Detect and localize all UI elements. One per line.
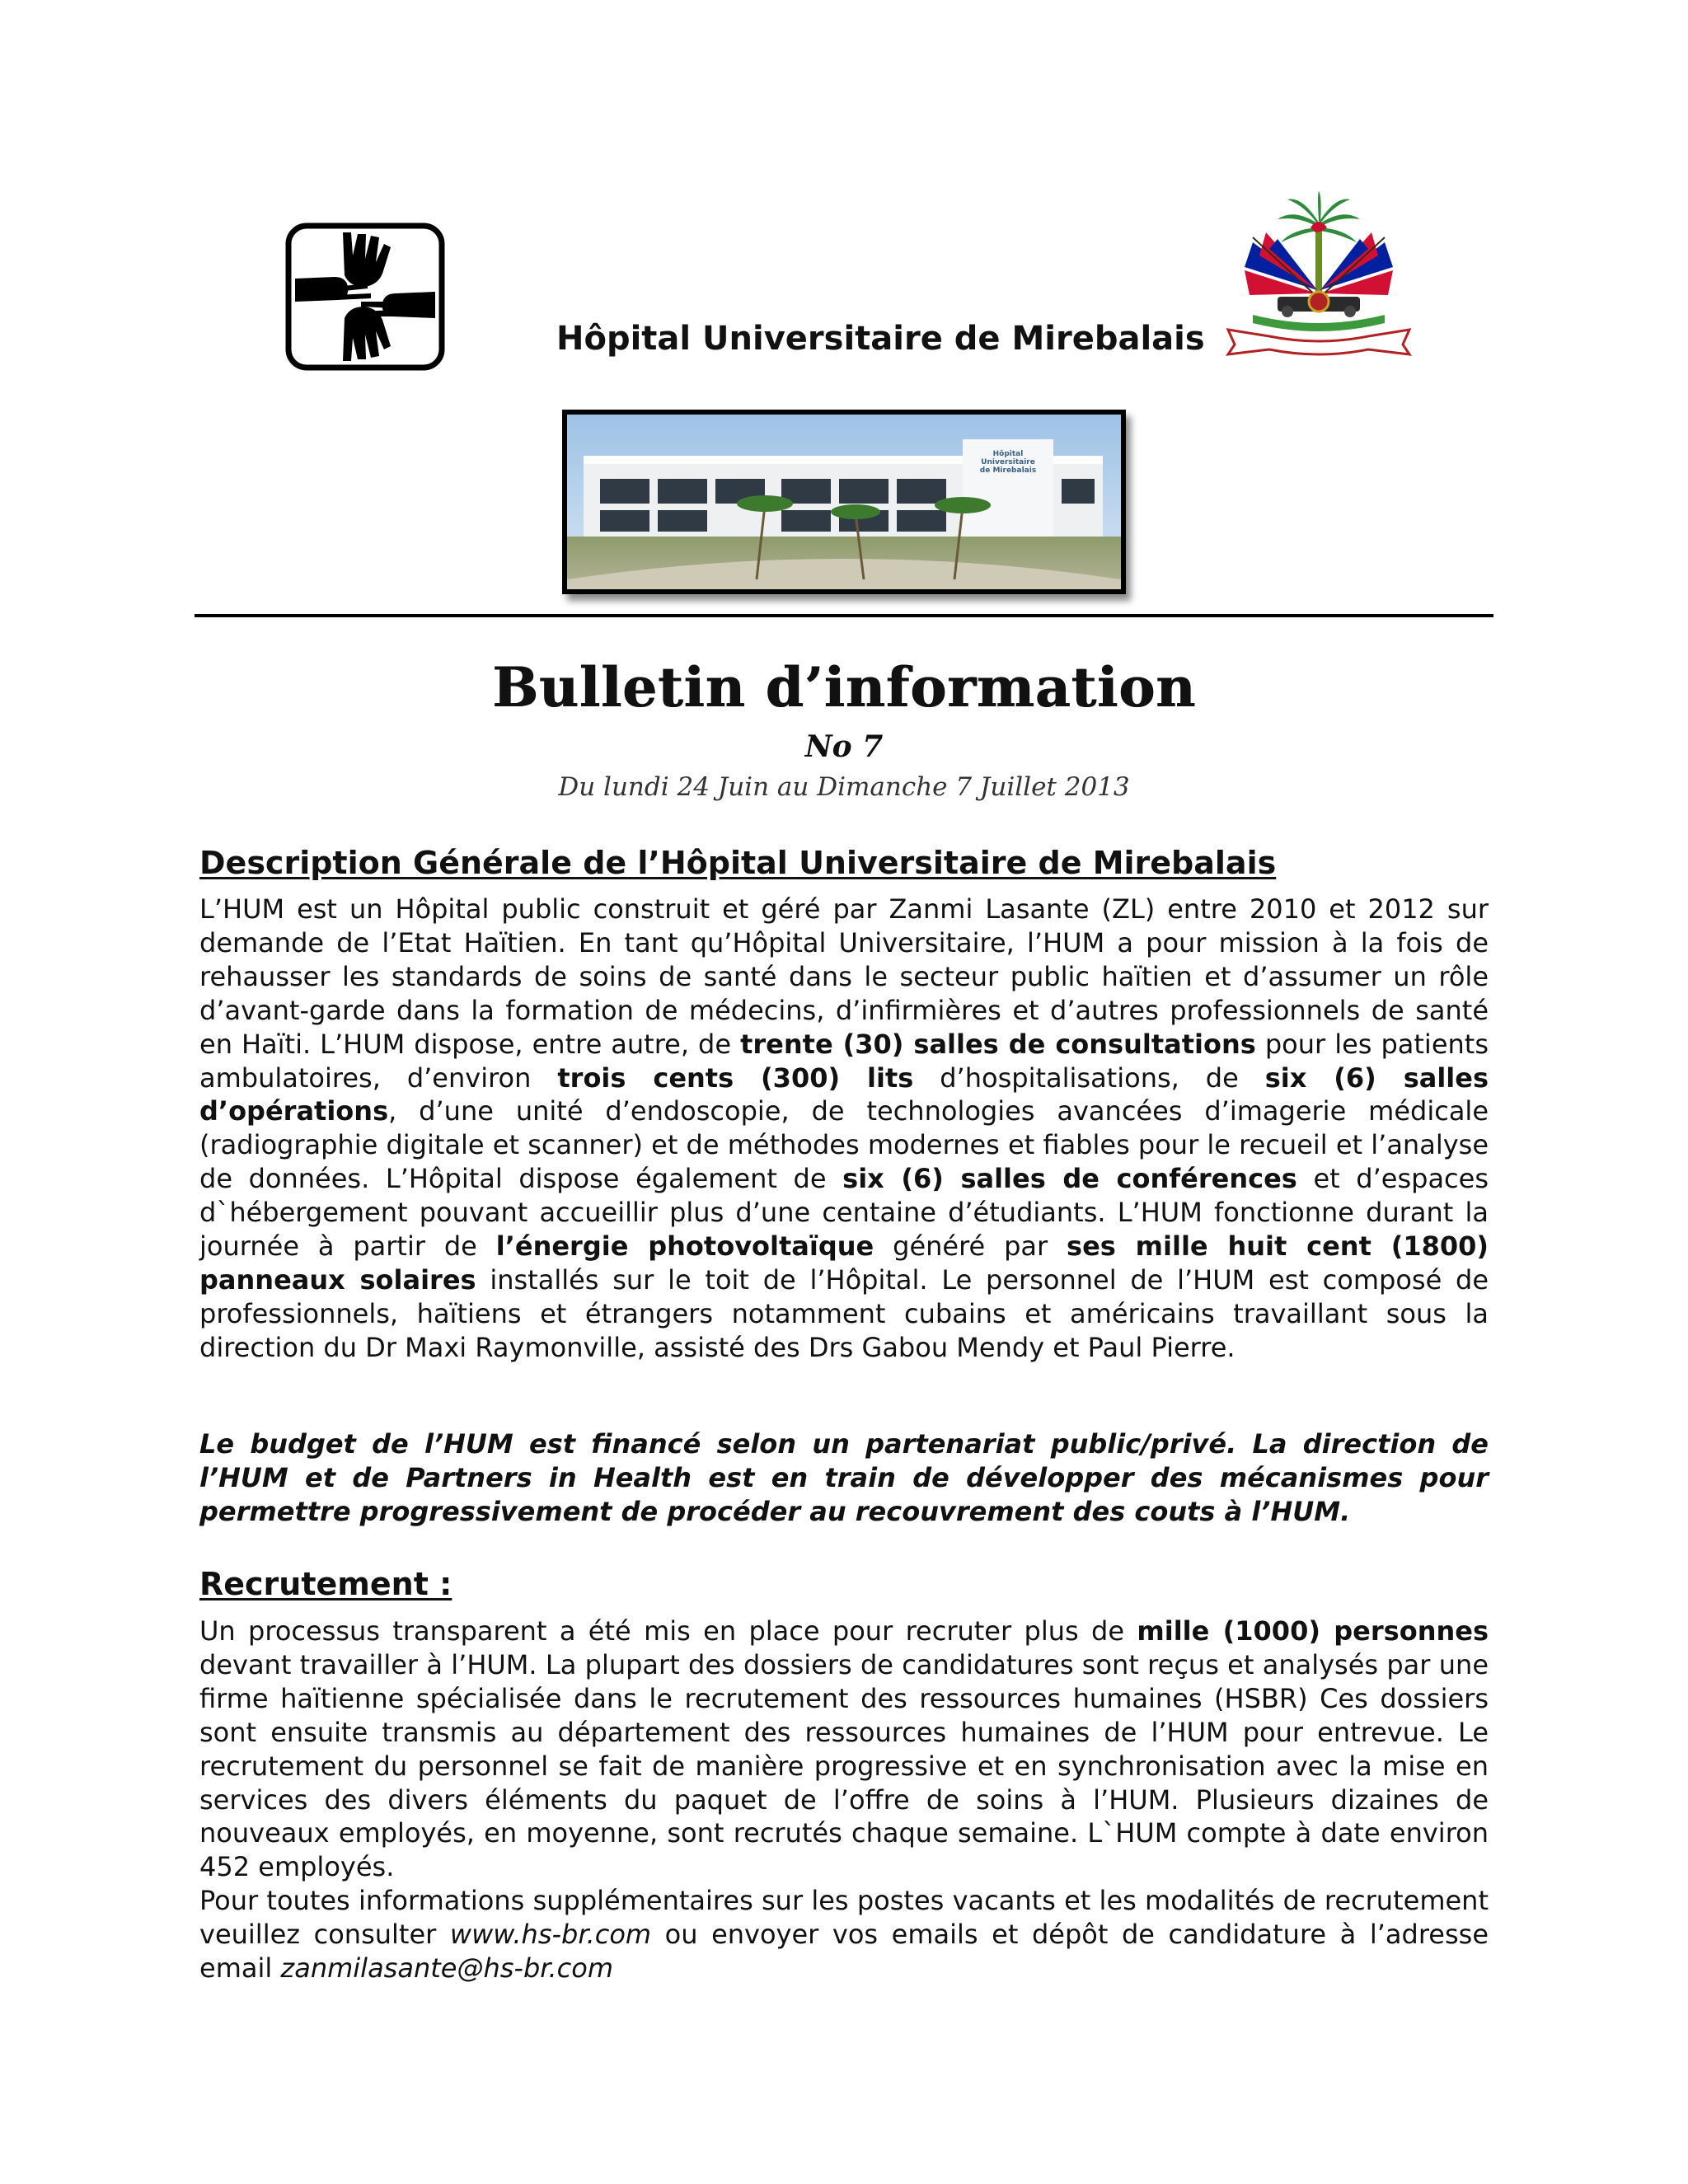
text-run: généré par (874, 1230, 1067, 1263)
bulletin-title: Bulletin d’information (492, 655, 1196, 719)
text-run: devant travailler à l’HUM. La plupart des dossiers de candidatures sont reçus et analysés par une firme haïtienne spécialisée dans le recrutement des ressources humaines (HSBR) Ces dossiers sont ensuite transmis au département des ressources humaines de l’HUM pour entrevue. Le recrutement du personnel se fait de manière progressive et en synchronisation avec la mise en services des divers éléments du paquet de l’offre de soins à l’HUM. Plusieurs dizaines de nouveaux employés, en moyenne, sont recrutés chaque semaine. L`HUM compte à date environ 452 employés. (199, 1648, 1489, 1883)
link-text: zanmilasante@hs-br.com (280, 1952, 614, 1984)
header-divider (195, 614, 1493, 617)
coat-of-arms-emblem (1220, 191, 1418, 364)
text-run: Un processus transparent a été mis en place pour recruter plus de (199, 1615, 1137, 1647)
text-run: d’hospitalisations, de (913, 1062, 1265, 1094)
bold-text: six (6) salles de conférences (842, 1163, 1297, 1195)
section-heading-description: Description Générale de l’Hôpital Universitaire de Mirebalais (199, 845, 1277, 881)
link-text: www.hs-br.com (449, 1918, 652, 1950)
section-heading-recruitment: Recrutement : (199, 1566, 452, 1602)
text-run: , d’une unité d’endoscopie, de technologies avancées d’imagerie médicale (radiographie digitale et scanner) et de méthodes modernes et fiables pour le recueil et l’analyse de données. L’Hôpital dispose également de (199, 1095, 1489, 1195)
bold-text: mille (1000) personnes (1137, 1615, 1489, 1647)
photo-sign-line-1: Hôpital (992, 450, 1024, 458)
photo-sign-line-3: de Mirebalais (979, 466, 1037, 475)
text-run: et d’espaces d`hébergement pouvant accueillir plus d’une centaine d’étudiants. L’HUM fonctionne durant la journée à partir de (199, 1163, 1489, 1263)
bold-text: l’énergie photovoltaïque (495, 1230, 874, 1263)
hospital-name: Hôpital Universitaire de Mirebalais (556, 320, 1205, 358)
bold-text: six (6) salles d’opérations (199, 1062, 1489, 1127)
bulletin-date-range: Du lundi 24 Juin au Dimanche 7 Juillet 2013 (558, 772, 1130, 802)
bold-text: ses mille huit cent (1800) panneaux solaires (199, 1230, 1489, 1296)
photo-sign-line-2: Universitaire (981, 458, 1035, 466)
bold-text: trente (30) salles de consultations (740, 1028, 1256, 1060)
recruitment-contact-paragraph (199, 1884, 1489, 1985)
description-paragraph (199, 893, 1489, 1365)
hands-logo (285, 223, 445, 371)
text-run: pour les patients ambulatoires, d’environ (199, 1028, 1489, 1094)
text-run: L’HUM est un Hôpital public construit et géré par Zanmi Lasante (ZL) entre 2010 et 2012 sur demande de l’Etat Haïtien. En tant qu’Hôpital Universitaire, l’HUM a pour mission à la fois de rehausser les standards de soins de santé dans le secteur public haïtien et d’assumer un rôle d’avant-garde dans la formation de médecins, d’infirmières et d’autres professionnels de santé en Haïti. L’HUM dispose, entre autre, de (199, 893, 1489, 1060)
bulletin-number: No 7 (804, 729, 884, 764)
text-run: ou envoyer vos emails et dépôt de candidature à l’adresse email (199, 1918, 1489, 1984)
recruitment-paragraph (199, 1615, 1489, 1884)
text-run: Pour toutes informations supplémentaires sur les postes vacants et les modalités de recrutement veuillez consulter (199, 1885, 1489, 1950)
bold-text: trois cents (300) lits (557, 1062, 914, 1094)
budget-paragraph: Le budget de l’HUM est financé selon un partenariat public/privé. La direction de l’HUM et de Partners in Health est en train de développer des mécanismes pour permettre progressivement de procéder au recouvrement des couts à l’HUM. (199, 1428, 1489, 1527)
text-run: installés sur le toit de l’Hôpital. Le personnel de l’HUM est composé de professionnels, haïtiens et étrangers notamment cubains et américains travaillant sous la direction du Dr Maxi Raymonville, assisté des Drs Gabou Mendy et Paul Pierre. (199, 1263, 1489, 1363)
hospital-building-photo (562, 410, 1126, 594)
